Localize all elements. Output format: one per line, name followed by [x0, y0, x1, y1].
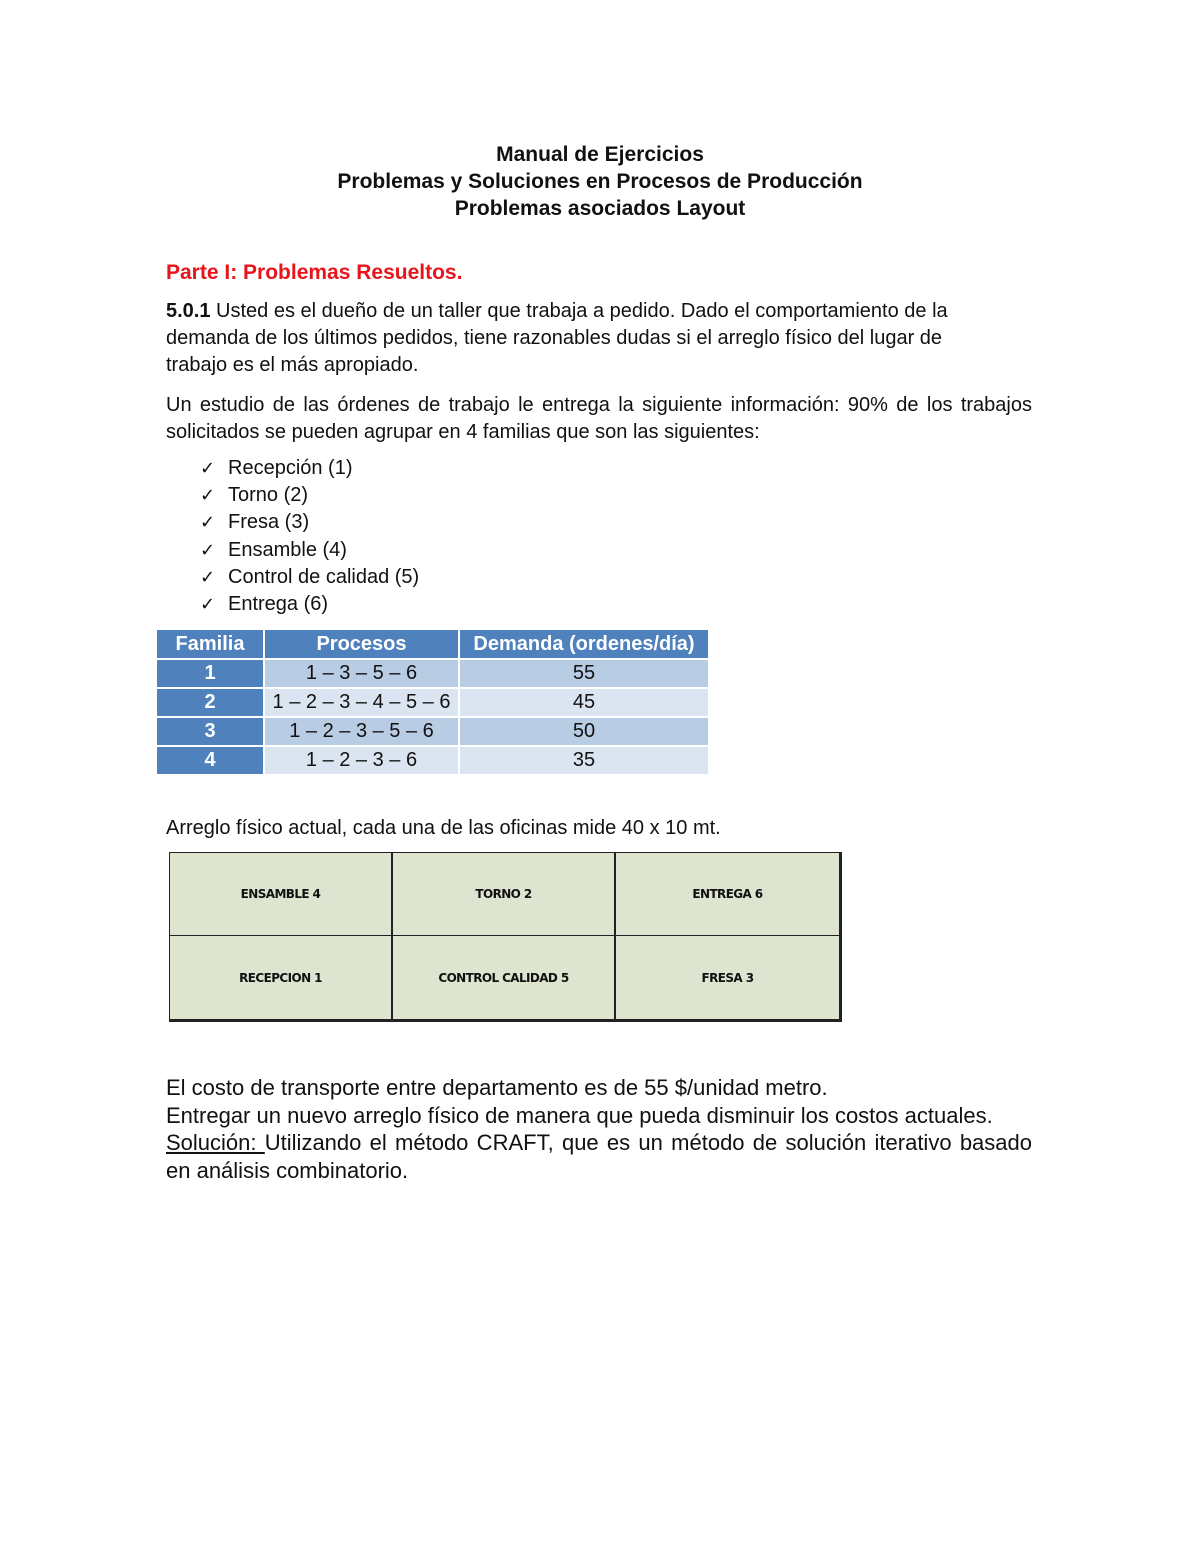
current-layout-grid [169, 852, 842, 1022]
familia-cell: 4 [157, 745, 263, 774]
cost-statement: El costo de transporte entre departamento es de 55 $/unidad metro. [166, 1075, 828, 1100]
procesos-cell: 1 – 2 – 3 – 5 – 6 [263, 716, 458, 745]
solution-statement [166, 1129, 1032, 1184]
problem-line-3: trabajo es el más apropiado. [166, 354, 419, 376]
closing-section [166, 1074, 1032, 1184]
list-item: ✓ Ensamble (4) [200, 537, 419, 564]
demanda-cell: 50 [458, 716, 708, 745]
list-item: ✓ Entrega (6) [200, 591, 419, 618]
layout-caption: Arreglo físico actual, cada una de las oficinas mide 40 x 10 mt. [166, 817, 721, 839]
check-icon: ✓ [200, 458, 216, 478]
part-heading: Parte I: Problemas Resueltos. [166, 261, 463, 284]
problem-statement [166, 298, 1032, 379]
title-line-3: Problemas asociados Layout [454, 197, 746, 220]
header-demanda: Demanda (ordenes/día) [458, 630, 708, 658]
problem-line-2: demanda de los últimos pedidos, tiene razonables dudas si el arreglo físico del lugar de [166, 327, 943, 349]
study-paragraph: Un estudio de las órdenes de trabajo le entrega la siguiente información: 90% de los trabajos solicitados se pueden agrupar en 4 familias que son las siguientes: [166, 394, 1032, 443]
solution-label: Solución: [166, 1130, 265, 1155]
procesos-cell: 1 – 2 – 3 – 4 – 5 – 6 [263, 687, 458, 716]
header-familia: Familia [157, 630, 263, 658]
table-row [157, 745, 708, 774]
table-header-row [157, 630, 708, 658]
list-item: ✓ Control de calidad (5) [200, 564, 419, 591]
task-statement: Entregar un nuevo arreglo físico de manera que pueda disminuir los costos actuales. [166, 1102, 993, 1128]
demanda-cell: 45 [458, 687, 708, 716]
table-row [157, 658, 708, 687]
list-item: ✓ Fresa (3) [200, 509, 419, 536]
demanda-cell: 35 [458, 745, 708, 774]
department-list [200, 455, 419, 618]
layout-cell-control-calidad: CONTROL CALIDAD 5 [393, 936, 614, 1019]
layout-cell-entrega: ENTREGA 6 [616, 853, 839, 935]
list-item: ✓ Torno (2) [200, 482, 419, 509]
layout-cell-recepcion: RECEPCION 1 [170, 936, 391, 1019]
table-row [157, 716, 708, 745]
table-row [157, 687, 708, 716]
families-table [157, 630, 708, 774]
title-line-2: Problemas y Soluciones en Procesos de Producción [337, 170, 863, 193]
title-line-1: Manual de Ejercicios [496, 143, 704, 166]
procesos-cell: 1 – 2 – 3 – 6 [263, 745, 458, 774]
layout-cell-ensamble: ENSAMBLE 4 [170, 853, 391, 935]
problem-line-1: Usted es el dueño de un taller que trabaja a pedido. Dado el comportamiento de la [210, 300, 948, 322]
check-icon: ✓ [200, 566, 216, 587]
familia-cell: 1 [157, 658, 263, 687]
list-item: ✓ Recepción (1) [200, 455, 419, 482]
document-title [0, 141, 1200, 222]
demanda-cell: 55 [458, 658, 708, 687]
check-icon: ✓ [200, 512, 216, 533]
header-procesos: Procesos [263, 630, 458, 658]
procesos-cell: 1 – 3 – 5 – 6 [263, 658, 458, 687]
layout-cell-torno: TORNO 2 [393, 853, 614, 935]
solution-text: Utilizando el método CRAFT, que es un método de solución iterativo basado en análisis combinatorio. [166, 1130, 1033, 1183]
problem-number: 5.0.1 [166, 300, 211, 322]
check-icon: ✓ [200, 539, 216, 560]
check-icon: ✓ [200, 485, 216, 506]
layout-cell-fresa: FRESA 3 [616, 936, 839, 1019]
check-icon: ✓ [200, 594, 216, 615]
familia-cell: 2 [157, 687, 263, 716]
familia-cell: 3 [157, 716, 263, 745]
